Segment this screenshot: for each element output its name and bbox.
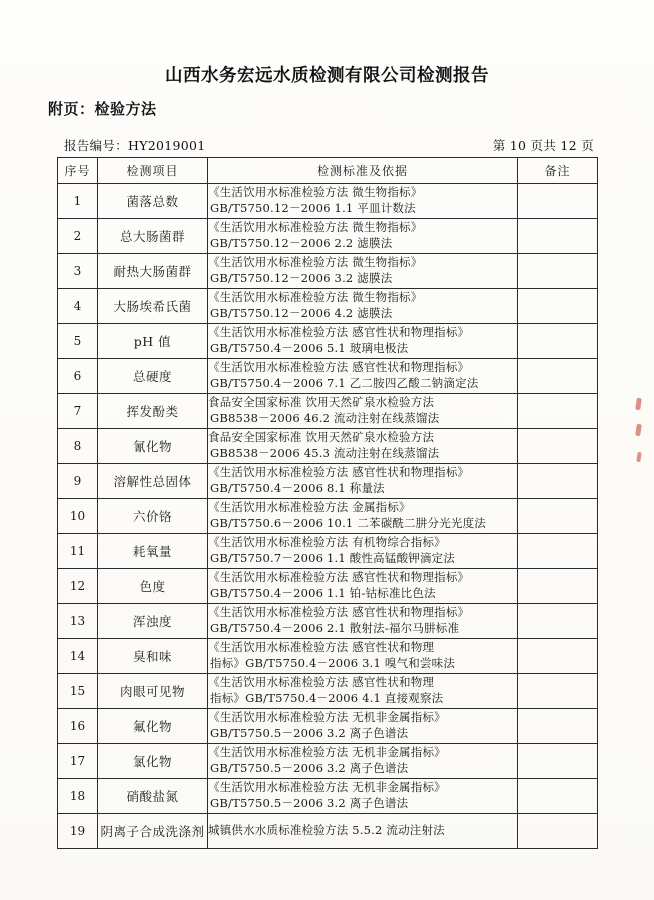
cell-standard bbox=[208, 324, 518, 359]
column-header-index: 序号 bbox=[58, 158, 98, 184]
cell-test-item: 总硬度 bbox=[98, 359, 208, 394]
standard-line-2: 指标》GB/T5750.4－2006 4.1 直接观察法 bbox=[210, 691, 444, 705]
standard-line-2: GB/T5750.12－2006 3.2 滤膜法 bbox=[210, 271, 393, 285]
cell-note bbox=[518, 674, 598, 709]
cell-index: 17 bbox=[58, 744, 98, 779]
margin-mark bbox=[636, 452, 641, 462]
cell-index: 10 bbox=[58, 499, 98, 534]
cell-index: 18 bbox=[58, 779, 98, 814]
cell-note bbox=[518, 359, 598, 394]
standard-line-1: 《生活饮用水标准检验方法 有机物综合指标》 bbox=[208, 535, 446, 550]
margin-mark bbox=[635, 424, 642, 437]
cell-index: 11 bbox=[58, 534, 98, 569]
cell-index: 3 bbox=[58, 254, 98, 289]
standard-line-2: GB/T5750.5－2006 3.2 离子色谱法 bbox=[210, 761, 409, 775]
table-row bbox=[58, 569, 598, 604]
table-row bbox=[58, 289, 598, 324]
cell-test-item: 臭和味 bbox=[98, 639, 208, 674]
cell-test-item: 总大肠菌群 bbox=[98, 219, 208, 254]
cell-test-item: 肉眼可见物 bbox=[98, 674, 208, 709]
cell-standard bbox=[208, 429, 518, 464]
cell-test-item: 耐热大肠菌群 bbox=[98, 254, 208, 289]
standard-line-1: 《生活饮用水标准检验方法 感官性状和物理指标》 bbox=[208, 570, 470, 585]
cell-note bbox=[518, 184, 598, 219]
cell-index: 7 bbox=[58, 394, 98, 429]
cell-note bbox=[518, 324, 598, 359]
table-row bbox=[58, 464, 598, 499]
cell-note bbox=[518, 219, 598, 254]
cell-note bbox=[518, 429, 598, 464]
standard-line-1: 《生活饮用水标准检验方法 微生物指标》 bbox=[208, 185, 423, 200]
cell-index: 16 bbox=[58, 709, 98, 744]
cell-index: 13 bbox=[58, 604, 98, 639]
cell-test-item: 硝酸盐氮 bbox=[98, 779, 208, 814]
standard-line-2: GB/T5750.4－2006 1.1 铂-钴标准比色法 bbox=[210, 586, 436, 600]
standard-line-1: 《生活饮用水标准检验方法 感官性状和物理指标》 bbox=[208, 360, 470, 375]
standard-line-1: 《生活饮用水标准检验方法 感官性状和物理指标》 bbox=[208, 605, 470, 620]
table-row bbox=[58, 744, 598, 779]
cell-standard bbox=[208, 639, 518, 674]
standard-line-2: GB8538－2006 45.3 流动注射在线蒸馏法 bbox=[210, 446, 440, 460]
standard-line-2: GB/T5750.4－2006 5.1 玻璃电极法 bbox=[210, 341, 409, 355]
column-header-item: 检测项目 bbox=[98, 158, 208, 184]
cell-standard bbox=[208, 779, 518, 814]
table-row bbox=[58, 324, 598, 359]
cell-test-item: 色度 bbox=[98, 569, 208, 604]
cell-note bbox=[518, 254, 598, 289]
standard-line-1: 《生活饮用水标准检验方法 感官性状和物理指标》 bbox=[208, 465, 470, 480]
page-title: 山西水务宏远水质检测有限公司检测报告 bbox=[165, 66, 489, 86]
cell-note bbox=[518, 779, 598, 814]
cell-standard bbox=[208, 219, 518, 254]
cell-index: 1 bbox=[58, 184, 98, 219]
cell-test-item: 六价铬 bbox=[98, 499, 208, 534]
standard-line-1: 《生活饮用水标准检验方法 感官性状和物理 bbox=[208, 675, 435, 690]
cell-index: 14 bbox=[58, 639, 98, 674]
standard-line-2: GB/T5750.4－2006 2.1 散射法-福尔马肼标准 bbox=[210, 621, 460, 635]
standard-line-1: 《生活饮用水标准检验方法 微生物指标》 bbox=[208, 290, 423, 305]
cell-index: 19 bbox=[58, 814, 98, 849]
cell-test-item: 氰化物 bbox=[98, 429, 208, 464]
standard-line-1: 《生活饮用水标准检验方法 无机非金属指标》 bbox=[208, 780, 446, 795]
attachment-label: 附页：检验方法 bbox=[48, 100, 157, 118]
standard-line-2: GB/T5750.4－2006 7.1 乙二胺四乙酸二钠滴定法 bbox=[210, 376, 479, 390]
cell-index: 8 bbox=[58, 429, 98, 464]
standard-line-1: 食品安全国家标准 饮用天然矿泉水检验方法 bbox=[208, 395, 435, 410]
cell-standard bbox=[208, 359, 518, 394]
cell-standard bbox=[208, 674, 518, 709]
standard-line-1: 《生活饮用水标准检验方法 感官性状和物理 bbox=[208, 640, 435, 655]
standard-line-2: GB/T5750.7－2006 1.1 酸性高锰酸钾滴定法 bbox=[210, 551, 456, 565]
standard-line-2: 指标》GB/T5750.4－2006 3.1 嗅气和尝味法 bbox=[210, 656, 456, 670]
document-meta bbox=[64, 136, 594, 154]
cell-index: 2 bbox=[58, 219, 98, 254]
cell-test-item: 耗氧量 bbox=[98, 534, 208, 569]
cell-index: 4 bbox=[58, 289, 98, 324]
table-row bbox=[58, 184, 598, 219]
cell-note bbox=[518, 744, 598, 779]
standard-line-1: 《生活饮用水标准检验方法 金属指标》 bbox=[208, 500, 411, 515]
standard-line-1: 城镇供水水质标准检验方法 5.5.2 流动注射法 bbox=[208, 823, 445, 838]
table-body bbox=[58, 184, 598, 849]
table-row bbox=[58, 219, 598, 254]
cell-note bbox=[518, 814, 598, 849]
standard-line-1: 《生活饮用水标准检验方法 感官性状和物理指标》 bbox=[208, 325, 470, 340]
standard-line-2: GB/T5750.12－2006 1.1 平皿计数法 bbox=[210, 201, 416, 215]
table-row bbox=[58, 674, 598, 709]
cell-standard bbox=[208, 534, 518, 569]
table-row bbox=[58, 429, 598, 464]
cell-standard bbox=[208, 709, 518, 744]
table-row bbox=[58, 604, 598, 639]
cell-test-item: 浑浊度 bbox=[98, 604, 208, 639]
cell-standard bbox=[208, 569, 518, 604]
page-number: 第 10 页共 12 页 bbox=[492, 138, 594, 153]
cell-standard bbox=[208, 254, 518, 289]
standard-line-2: GB/T5750.5－2006 3.2 离子色谱法 bbox=[210, 726, 409, 740]
column-header-note: 备注 bbox=[518, 158, 598, 184]
cell-note bbox=[518, 534, 598, 569]
standard-line-1: 《生活饮用水标准检验方法 微生物指标》 bbox=[208, 220, 423, 235]
cell-test-item: 溶解性总固体 bbox=[98, 464, 208, 499]
table-row bbox=[58, 779, 598, 814]
standard-line-2: GB/T5750.12－2006 2.2 滤膜法 bbox=[210, 236, 393, 250]
cell-standard bbox=[208, 464, 518, 499]
cell-index: 15 bbox=[58, 674, 98, 709]
cell-index: 12 bbox=[58, 569, 98, 604]
cell-test-item: 氯化物 bbox=[98, 744, 208, 779]
standard-line-1: 食品安全国家标准 饮用天然矿泉水检验方法 bbox=[208, 430, 435, 445]
cell-note bbox=[518, 499, 598, 534]
standard-line-2: GB/T5750.5－2006 3.2 离子色谱法 bbox=[210, 796, 409, 810]
cell-test-item: 氟化物 bbox=[98, 709, 208, 744]
table-row bbox=[58, 394, 598, 429]
margin-mark bbox=[635, 398, 642, 411]
table-row bbox=[58, 639, 598, 674]
standard-line-2: GB/T5750.4－2006 8.1 称量法 bbox=[210, 481, 385, 495]
standard-line-2: GB8538－2006 46.2 流动注射在线蒸馏法 bbox=[210, 411, 440, 425]
cell-note bbox=[518, 639, 598, 674]
table-row bbox=[58, 534, 598, 569]
cell-note bbox=[518, 604, 598, 639]
cell-index: 6 bbox=[58, 359, 98, 394]
cell-test-item: 挥发酚类 bbox=[98, 394, 208, 429]
column-header-standard: 检测标准及依据 bbox=[208, 158, 518, 184]
cell-standard bbox=[208, 604, 518, 639]
cell-index: 9 bbox=[58, 464, 98, 499]
table-row bbox=[58, 709, 598, 744]
cell-note bbox=[518, 709, 598, 744]
standard-line-1: 《生活饮用水标准检验方法 微生物指标》 bbox=[208, 255, 423, 270]
cell-standard bbox=[208, 394, 518, 429]
cell-standard bbox=[208, 289, 518, 324]
table-row bbox=[58, 499, 598, 534]
cell-test-item: pH 值 bbox=[98, 324, 208, 359]
cell-test-item: 菌落总数 bbox=[98, 184, 208, 219]
table-header-row bbox=[58, 158, 598, 184]
cell-standard bbox=[208, 184, 518, 219]
cell-standard bbox=[208, 744, 518, 779]
standard-line-2: GB/T5750.6－2006 10.1 二苯碳酰二肼分光光度法 bbox=[210, 516, 487, 530]
cell-note bbox=[518, 464, 598, 499]
methods-table bbox=[57, 157, 598, 849]
cell-test-item: 大肠埃希氏菌 bbox=[98, 289, 208, 324]
standard-line-2: GB/T5750.12－2006 4.2 滤膜法 bbox=[210, 306, 393, 320]
cell-note bbox=[518, 569, 598, 604]
cell-note bbox=[518, 289, 598, 324]
cell-standard bbox=[208, 814, 518, 849]
report-number: 报告编号：HY2019001 bbox=[64, 138, 206, 153]
table-row bbox=[58, 359, 598, 394]
standard-line-1: 《生活饮用水标准检验方法 无机非金属指标》 bbox=[208, 710, 446, 725]
cell-note bbox=[518, 394, 598, 429]
table-row bbox=[58, 814, 598, 849]
cell-standard bbox=[208, 499, 518, 534]
standard-line-1: 《生活饮用水标准检验方法 无机非金属指标》 bbox=[208, 745, 446, 760]
cell-test-item: 阴离子合成洗涤剂 bbox=[98, 814, 208, 849]
cell-index: 5 bbox=[58, 324, 98, 359]
table-row bbox=[58, 254, 598, 289]
